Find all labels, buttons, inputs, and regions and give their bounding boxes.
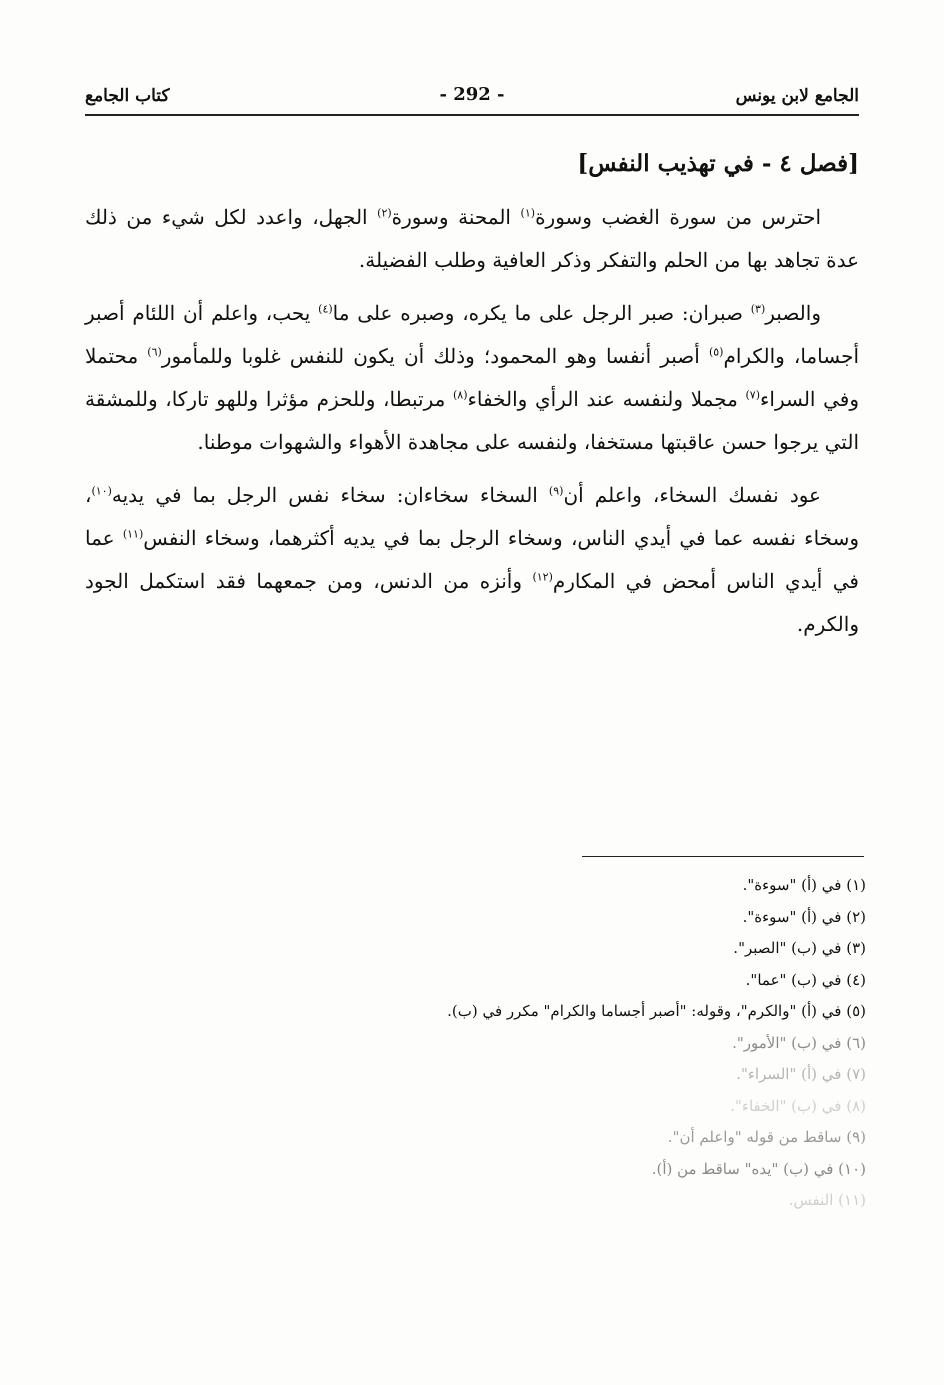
body-paragraph [85, 196, 859, 282]
paragraph-text: السخاء سخاءان: سخاء نفس الرجل بما في يديه [111, 483, 549, 507]
footnote-item: (٦) في (ب) "الأمور". [732, 1033, 866, 1052]
footnote-marker: (١١) [122, 527, 144, 541]
paragraph-text: عما في أيدي الناس أمحض في المكارم [85, 526, 859, 593]
footnote-marker: (٢) [377, 206, 392, 220]
paragraph-text: أصبر أنفسا وهو المحمود؛ وذلك أن يكون للنفس غلوبا وللمأمور [161, 344, 709, 368]
running-header [85, 80, 859, 116]
footnote-separator [582, 856, 864, 857]
footnote-marker: (٤) [318, 302, 333, 316]
footnote-marker: (١٠) [91, 484, 112, 498]
header-book-title: الجامع لابن يونس [735, 86, 859, 106]
paragraph-text: محتملا وفي السراء [85, 344, 859, 411]
footnotes [300, 870, 866, 1217]
section-title: [فصل ٤ - في تهذيب النفس] [577, 150, 859, 177]
paragraph-text: والصبر [765, 301, 821, 325]
paragraph-text: وأنزه من الدنس، ومن جمعهما فقد استكمل الجود والكرم. [85, 569, 859, 636]
footnote-item: (١١) النفس. [788, 1191, 866, 1209]
footnote-marker: (٦) [147, 345, 162, 359]
footnote-marker: (٧) [745, 388, 760, 402]
paragraph-text: عود نفسك السخاء، واعلم أن [563, 483, 821, 507]
body-text [85, 196, 859, 656]
footnote-item: (١٠) في (ب) "يده" ساقط من (أ). [651, 1159, 866, 1178]
paragraph-text: يحب، واعلم أن اللئام أصبر أجساما، والكرام [85, 301, 859, 368]
paragraph-text: المحنة وسورة [391, 205, 521, 229]
footnote-item: (٤) في (ب) "عما". [745, 970, 866, 989]
paragraph-text: احترس من سورة الغضب وسورة [535, 205, 821, 229]
footnote-item: (٣) في (ب) "الصبر". [733, 939, 866, 957]
body-paragraph [85, 474, 859, 646]
paragraph-text: مجملا ولنفسه عند الرأي والخفاء [467, 387, 746, 411]
footnote-marker: (٣) [750, 302, 766, 316]
footnote-item: (٥) في (أ) "والكرم"، وقوله: "أصبر أجساما والكرام" مكرر في (ب). [447, 1002, 866, 1020]
footnote-marker: (١) [520, 206, 536, 220]
header-chapter-title: كتاب الجامع [85, 86, 170, 106]
footnote-item: (١) في (أ) "سوءة". [742, 876, 866, 894]
paragraph-text: ، وسخاء نفسه عما في أيدي الناس، وسخاء الرجل بما في يديه أكثرهما، وسخاء النفس [85, 483, 859, 550]
footnote-marker: (٨) [452, 388, 468, 402]
footnote-item: (٩) ساقط من قوله "واعلم أن". [667, 1128, 866, 1146]
footnote-marker: (٥) [708, 345, 724, 359]
footnote-marker: (١٢) [532, 570, 553, 584]
paragraph-text: مرتبطا، وللحزم مؤثرا وللهو تاركا، وللمشقة التي يرجوا حسن عاقبتها مستخفا، ولنفسه على مجاهدة الأهواء والشهوات موطنا. [85, 387, 859, 454]
body-paragraph [85, 292, 859, 464]
footnote-marker: (٩) [548, 484, 564, 498]
footnote-item: (٧) في (أ) "السراء". [736, 1065, 866, 1083]
footnote-item: (٨) في (ب) "الخفاء". [730, 1096, 866, 1115]
paragraph-text: الجهل، واعدد لكل شيء من ذلك عدة تجاهد بها من الحلم والتفكر وذكر العافية وطلب الفضيلة. [85, 205, 859, 272]
paragraph-text: صبران: صبر الرجل على ما يكره، وصبره على ما [332, 301, 751, 325]
page-number: - 292 - [439, 84, 505, 105]
footnote-item: (٢) في (أ) "سوءة". [742, 907, 866, 926]
